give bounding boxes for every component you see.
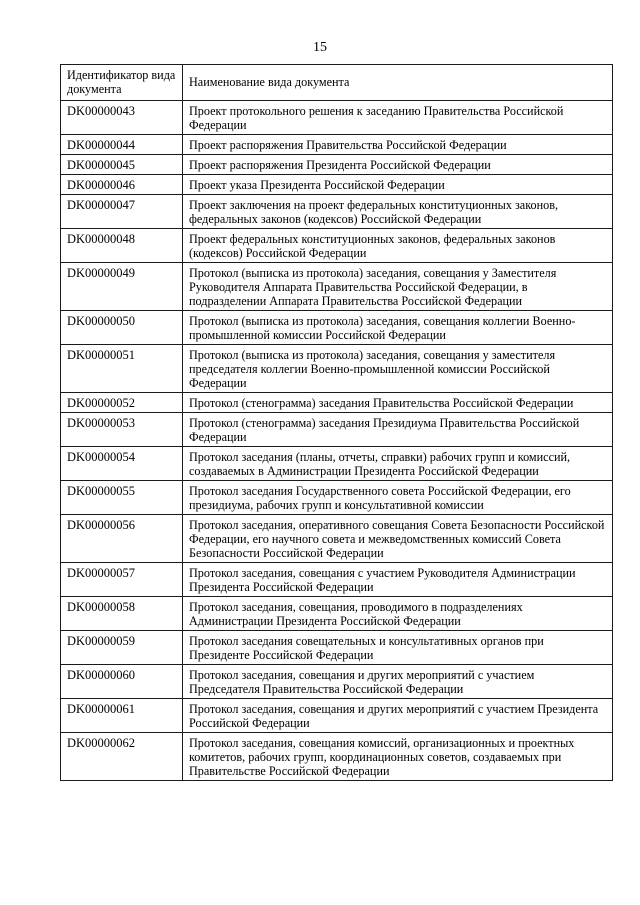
document-type-id: DK00000043	[61, 101, 183, 135]
document-type-id: DK00000061	[61, 699, 183, 733]
document-type-name: Проект заключения на проект федеральных конституционных законов, федеральных законов (кодексов) Российской Федерации	[183, 195, 613, 229]
document-type-name: Протокол заседания, совещания и других мероприятий с участием Председателя Правительства Российской Федерации	[183, 665, 613, 699]
document-type-name: Протокол заседания Государственного совета Российской Федерации, его президиума, рабочих групп и консультативной комиссии	[183, 481, 613, 515]
table-row	[61, 229, 613, 263]
document-type-id: DK00000045	[61, 155, 183, 175]
document-type-name: Проект федеральных конституционных законов, федеральных законов (кодексов) Российской Федерации	[183, 229, 613, 263]
document-type-id: DK00000049	[61, 263, 183, 311]
document-type-id: DK00000053	[61, 413, 183, 447]
table-row	[61, 631, 613, 665]
document-type-name: Протокол (выписка из протокола) заседания, совещания коллегии Военно-промышленной комиссии Российской Федерации	[183, 311, 613, 345]
document-type-name: Протокол (выписка из протокола) заседания, совещания у Заместителя Руководителя Аппарата Правительства Российской Федерации, в подразделении Аппарата Правительства Российской Федерации	[183, 263, 613, 311]
document-type-id: DK00000057	[61, 563, 183, 597]
table-row	[61, 447, 613, 481]
table-row	[61, 733, 613, 781]
table-row	[61, 597, 613, 631]
table-row	[61, 135, 613, 155]
document-type-id: DK00000056	[61, 515, 183, 563]
document-type-id: DK00000044	[61, 135, 183, 155]
table-row	[61, 155, 613, 175]
table-row	[61, 175, 613, 195]
table-body	[61, 101, 613, 781]
table-row	[61, 101, 613, 135]
page-number: 15	[313, 40, 327, 55]
document-type-name: Протокол заседания совещательных и консультативных органов при Президенте Российской Федерации	[183, 631, 613, 665]
document-type-name: Проект указа Президента Российской Федерации	[183, 175, 613, 195]
document-type-id: DK00000047	[61, 195, 183, 229]
document-type-name: Проект протокольного решения к заседанию Правительства Российской Федерации	[183, 101, 613, 135]
document-type-id: DK00000054	[61, 447, 183, 481]
table-row	[61, 413, 613, 447]
document-type-id: DK00000050	[61, 311, 183, 345]
table-row	[61, 563, 613, 597]
table-row	[61, 515, 613, 563]
document-type-name: Протокол заседания, совещания и других мероприятий с участием Президента Российской Федерации	[183, 699, 613, 733]
table-row	[61, 311, 613, 345]
header-identifier: Идентификатор вида документа	[61, 65, 183, 101]
document-type-id: DK00000055	[61, 481, 183, 515]
document-type-name: Протокол заседания, совещания с участием Руководителя Администрации Президента Российской Федерации	[183, 563, 613, 597]
document-type-id: DK00000058	[61, 597, 183, 631]
document-type-id: DK00000059	[61, 631, 183, 665]
document-type-name: Протокол (стенограмма) заседания Правительства Российской Федерации	[183, 393, 613, 413]
table-row	[61, 699, 613, 733]
document-type-id: DK00000046	[61, 175, 183, 195]
table-header-row	[61, 65, 613, 101]
table-row	[61, 263, 613, 311]
document-type-name: Протокол заседания, оперативного совещания Совета Безопасности Российской Федерации, его научного совета и межведомственных комиссий Совета Безопасности Российской Федерации	[183, 515, 613, 563]
table-row	[61, 393, 613, 413]
document-types-table	[60, 64, 613, 781]
document-type-name: Протокол заседания, совещания, проводимого в подразделениях Администрации Президента Российской Федерации	[183, 597, 613, 631]
document-type-id: DK00000051	[61, 345, 183, 393]
table-row	[61, 195, 613, 229]
document-type-name: Проект распоряжения Правительства Российской Федерации	[183, 135, 613, 155]
document-type-name: Протокол заседания, совещания комиссий, организационных и проектных комитетов, рабочих групп, координационных советов, создаваемых при Правительстве Российской Федерации	[183, 733, 613, 781]
table-row	[61, 665, 613, 699]
document-type-name: Протокол (выписка из протокола) заседания, совещания у заместителя председателя коллегии Военно-промышленной комиссии Российской Федерации	[183, 345, 613, 393]
document-type-id: DK00000060	[61, 665, 183, 699]
document-type-id: DK00000048	[61, 229, 183, 263]
document-type-id: DK00000062	[61, 733, 183, 781]
table-row	[61, 345, 613, 393]
document-type-name: Проект распоряжения Президента Российской Федерации	[183, 155, 613, 175]
document-type-name: Протокол (стенограмма) заседания Президиума Правительства Российской Федерации	[183, 413, 613, 447]
header-document-name: Наименование вида документа	[183, 65, 613, 101]
document-type-id: DK00000052	[61, 393, 183, 413]
table-row	[61, 481, 613, 515]
document-type-name: Протокол заседания (планы, отчеты, справки) рабочих групп и комиссий, создаваемых в Администрации Президента Российской Федерации	[183, 447, 613, 481]
